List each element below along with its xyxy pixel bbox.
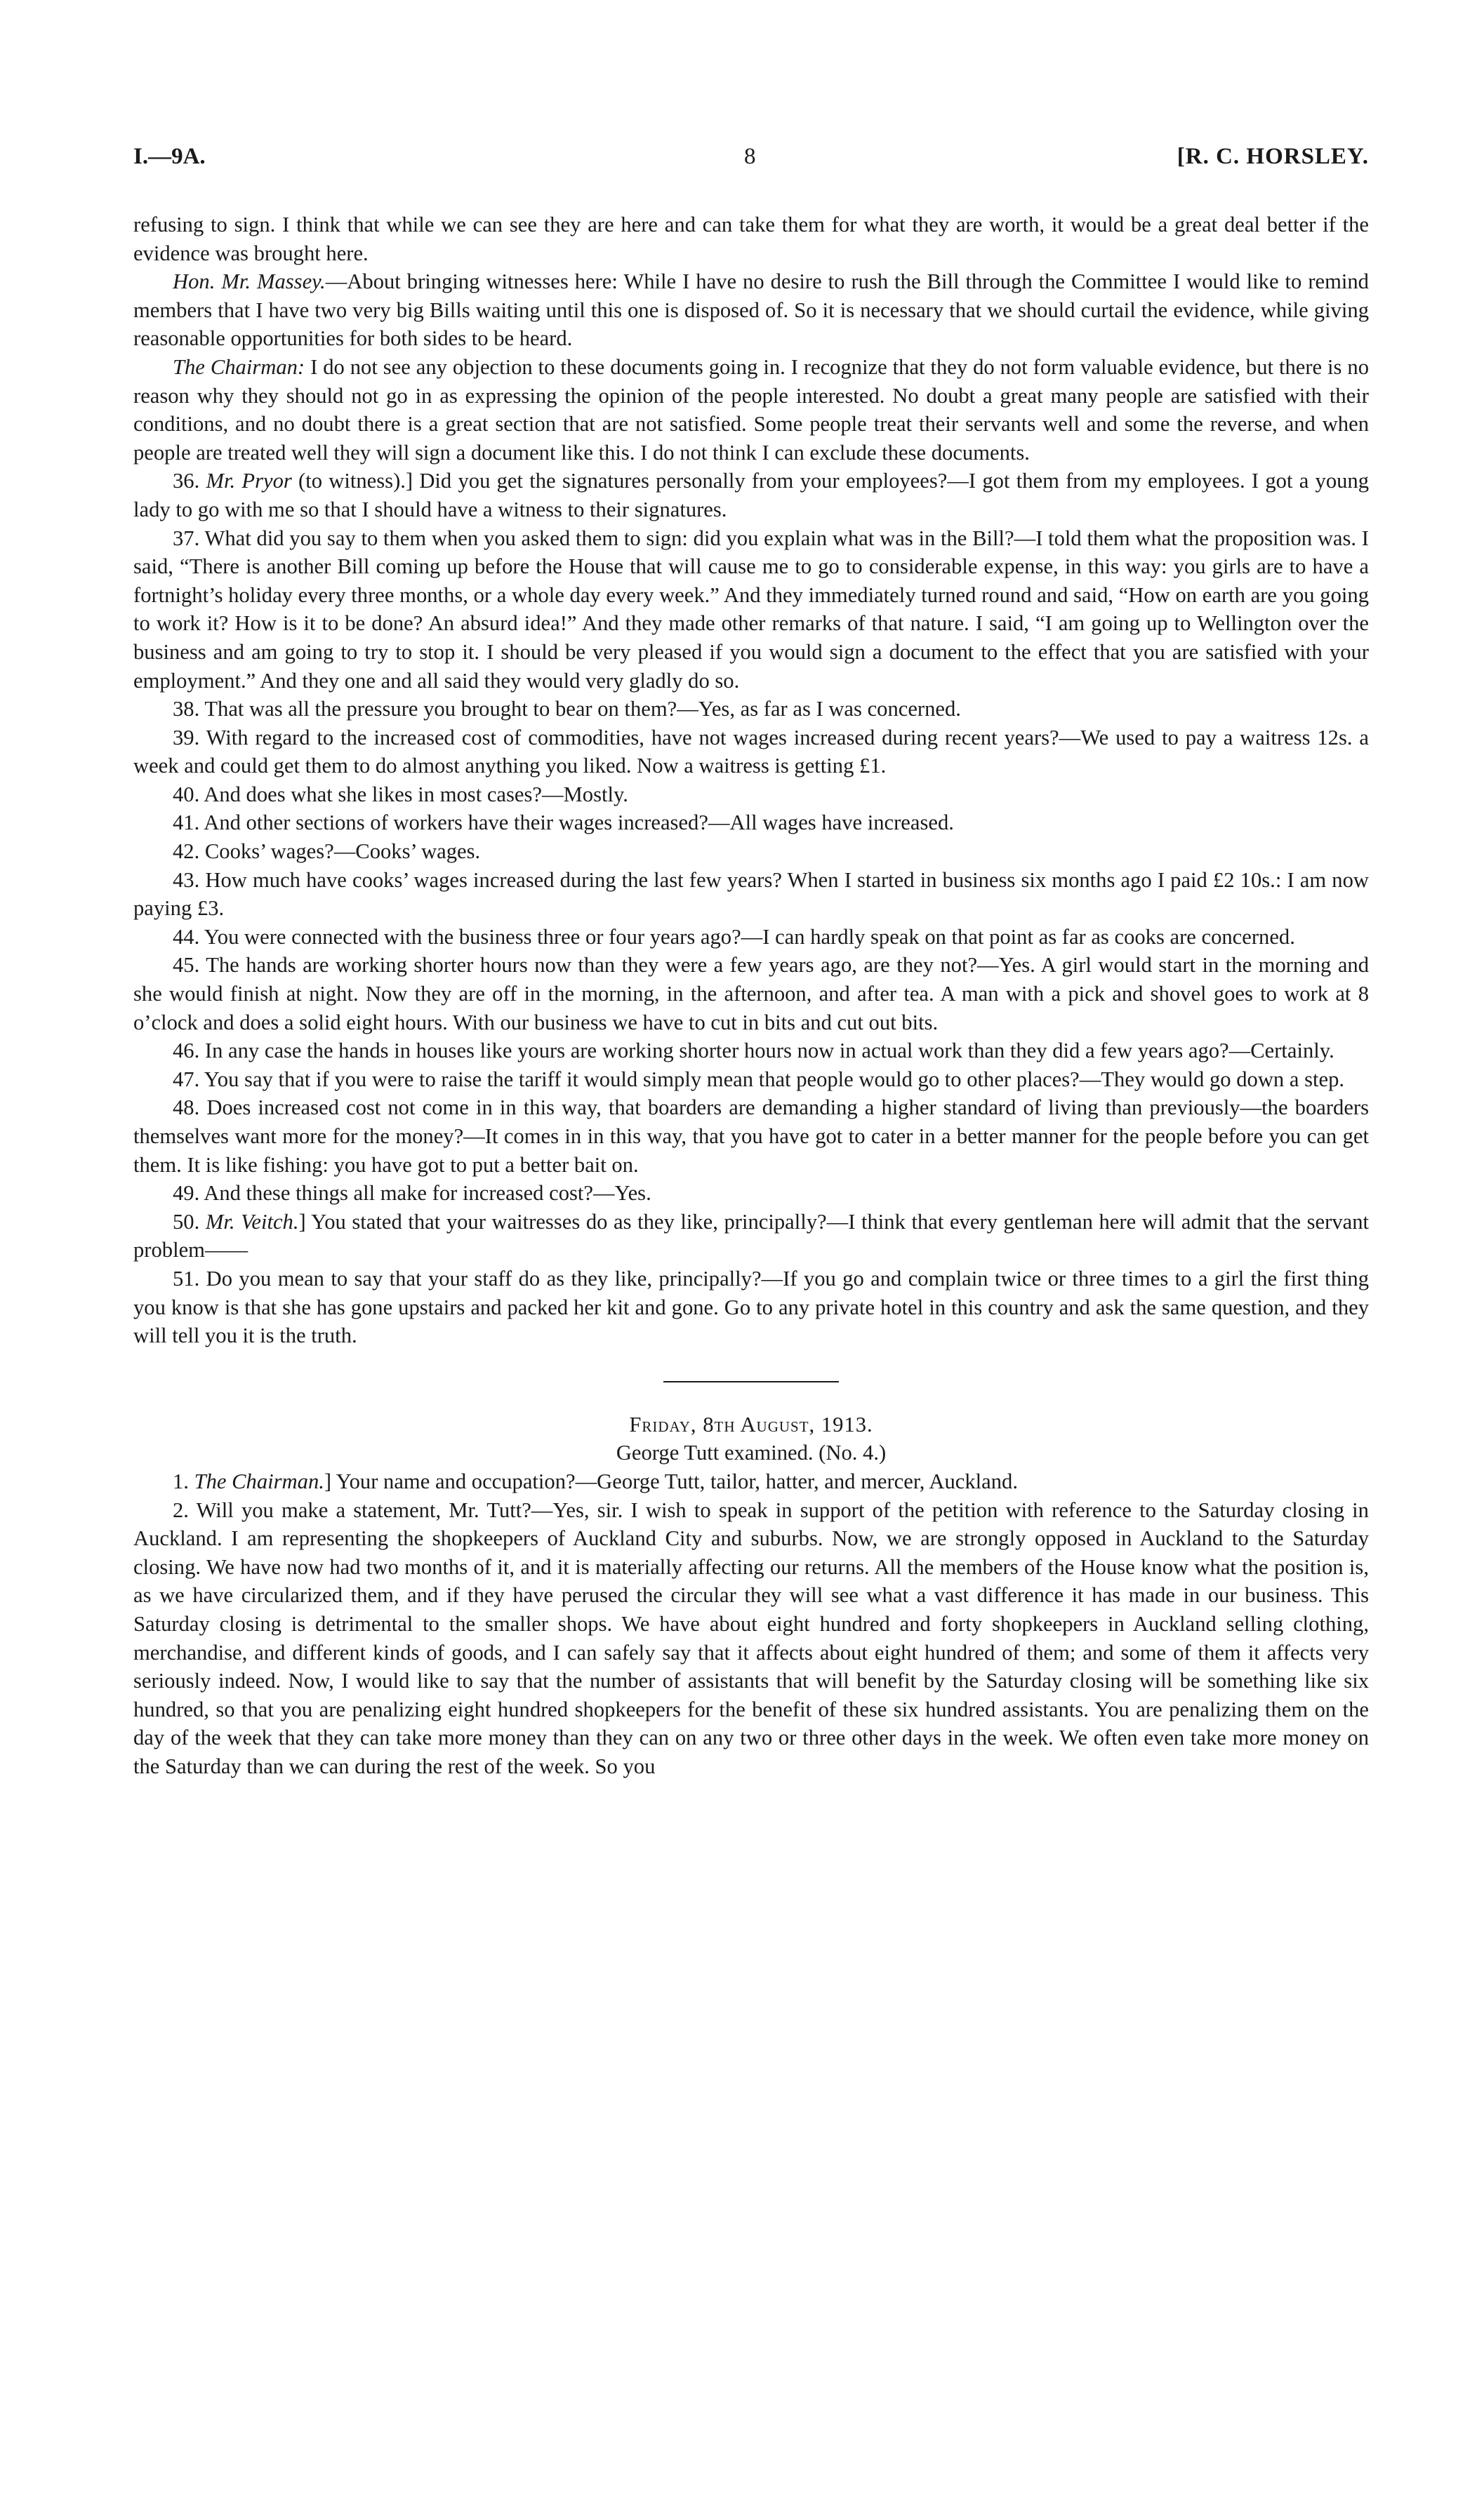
paragraph-text: And these things all make for increased cost?—Yes. <box>204 1181 651 1206</box>
testimony-paragraph <box>133 1467 1369 1496</box>
testimony-paragraph <box>133 1093 1369 1179</box>
paragraph-text: With regard to the increased cost of commodities, have not wages increased during recent years?—We used to pay a waitress 12s. a week and could get them to do almost anything you liked. Now a waitress is getting £1. <box>133 725 1369 778</box>
paragraph-text: You say that if you were to raise the tariff it would simply mean that people would go to other places?—They would go down a step. <box>204 1067 1345 1091</box>
question-number: 37. <box>173 526 200 550</box>
paragraph-text: What did you say to them when you asked them to sign: did you explain what was in the Bill?—I told them what the proposition was. I said, “There is another Bill coming up before the House that will cause me to go to considerable expense, in this way: you girls are to have a fortnight’s holiday every three months, or a whole day every week.” And they immediately turned round and said, “How on earth are you going to work it? How is it to be done? An absurd idea!” And they made other remarks of that nature. I said, “I am going up to Wellington over the business and am going to try to stop it. I should be very pleased if you would sign a document to the effect that you are satisfied with your employment.” And they one and all said they would very gladly do so. <box>133 526 1369 693</box>
testimony-paragraph <box>133 1065 1369 1094</box>
paragraph-text: The hands are working shorter hours now than they were a few years ago, are they not?—Yes. A girl would start in the morning and she would finish at night. Now they are off in the morning, in the afternoon, and after tea. A man with a pick and shovel goes to work at 8 o’clock and does a solid eight hours. With our business we have to cut in bits and cut out bits. <box>133 953 1369 1034</box>
testimony-paragraph <box>133 808 1369 837</box>
question-number: 46. <box>173 1039 200 1063</box>
page-header <box>133 144 1369 179</box>
testimony-paragraph <box>133 695 1369 724</box>
header-reference: I.—9A. <box>133 144 206 169</box>
question-number: 45. <box>173 953 200 978</box>
testimony-paragraph <box>133 1179 1369 1208</box>
page-body <box>133 211 1369 1780</box>
testimony-paragraph <box>133 923 1369 952</box>
question-number: 36. <box>173 469 200 493</box>
question-number: 42. <box>173 839 200 864</box>
paragraph-text: And does what she likes in most cases?—Mostly. <box>204 782 628 806</box>
witness-heading: George Tutt examined. (No. 4.) <box>616 1441 887 1465</box>
paragraph-text: refusing to sign. I think that while we can see they are here and can take them for what they are worth, it would be a great deal better if the evidence was brought here. <box>133 213 1369 265</box>
paragraph-text: (to witness).] Did you get the signatures personally from your employees?—I got them from my employees. I got a young lady to go with me so that I should have a witness to their signatures. <box>133 469 1370 521</box>
question-number: 47. <box>173 1067 200 1091</box>
question-number: 41. <box>173 811 200 835</box>
paragraph-text: —About bringing witnesses here: While I have no desire to rush the Bill through the Committee I would like to remind members that I have two very big Bills waiting until this one is disposed of. So it is necessary that we should curtail the evidence, while giving reasonable opportunities for both sides to be heard. <box>133 269 1369 351</box>
testimony-paragraph <box>133 837 1369 866</box>
question-number: 44. <box>173 924 200 949</box>
paragraph-text: How much have cooks’ wages increased during the last few years? When I started in business six months ago I paid £2 10s.: I am now paying £3. <box>133 867 1369 921</box>
testimony-paragraph <box>133 724 1369 780</box>
testimony-paragraph <box>133 211 1369 267</box>
section-divider <box>663 1381 839 1382</box>
evidence-section-tutt <box>133 1467 1369 1781</box>
paragraph-text: In any case the hands in houses like yours are working shorter hours now in actual work than they did a few years ago?—Certainly. <box>204 1039 1334 1063</box>
testimony-paragraph <box>133 267 1369 353</box>
question-number: 50. <box>173 1209 200 1234</box>
speaker-name: The Chairman. <box>194 1469 324 1493</box>
testimony-paragraph <box>133 866 1369 923</box>
testimony-paragraph <box>133 1496 1369 1781</box>
paragraph-text: ] Your name and occupation?—George Tutt, tailor, hatter, and mercer, Auckland. <box>324 1469 1019 1493</box>
testimony-paragraph <box>133 1265 1369 1350</box>
testimony-paragraph <box>133 780 1369 809</box>
question-number: 39. <box>173 725 200 749</box>
paragraph-text: ] You stated that your waitresses do as they like, principally?—I think that every gentleman here will admit that the servant problem—— <box>133 1209 1369 1262</box>
testimony-paragraph <box>133 1036 1369 1065</box>
paragraph-text: I do not see any objection to these documents going in. I recognize that they do not form valuable evidence, but there is no reason why they should not go in as expressing the opinion of the people interested. No doubt a great many people are satisfied with their conditions, and no doubt there is a great section that are not satisfied. Some people treat their servants well and some the reverse, and when people are treated well they will sign a document like this. I do not think I can exclude these documents. <box>133 354 1369 465</box>
page-number: 8 <box>744 144 756 169</box>
hearing-date: Friday, 8th August, 1913. <box>629 1412 873 1436</box>
paragraph-text: Will you make a statement, Mr. Tutt?—Yes, sir. I wish to speak in support of the petition with reference to the Saturday closing in Auckland. I am representing the shopkeepers of Auckland City and suburbs. Now, we are strongly opposed in Auckland to the Saturday closing. We have now had two months of it, and it is materially affecting our returns. All the members of the House know what the position is, as we have circularized them, and if they have perused the circular they will see what a vast difference it has made in our business. This Saturday closing is detrimental to the smaller shops. We have about eight hundred and forty shopkeepers in Auckland selling clothing, merchandise, and different kinds of goods, and I can safely say that it affects about eight hundred of them; and some of them it affects very seriously indeed. Now, I would like to say that the number of assistants that will benefit by the Saturday closing will be something like six hundred, so that you are penalizing eight hundred shopkeepers for the benefit of these six hundred assistants. You are penalizing them on the day of the week that they can take more money than they can on any two or three other days in the week. We often even take more money on the Saturday than we can during the rest of the week. So you <box>133 1498 1369 1778</box>
paragraph-text: Do you mean to say that your staff do as they like, principally?—If you go and complain twice or three times to a girl the first thing you know is that she has gone upstairs and packed her kit and gone. Go to any private hotel in this country and ask the same question, and they will tell you it is the truth. <box>133 1266 1369 1348</box>
paragraph-text: And other sections of workers have their wages increased?—All wages have increased. <box>204 811 954 835</box>
testimony-paragraph <box>133 467 1369 524</box>
speaker-name: Mr. Pryor <box>206 469 292 493</box>
header-witness: [R. C. HORSLEY. <box>1177 144 1369 169</box>
question-number: 1. <box>173 1469 189 1493</box>
question-number: 2. <box>173 1498 189 1522</box>
speaker-name: Hon. Mr. Massey. <box>173 269 326 294</box>
paragraph-text: You were connected with the business three or four years ago?—I can hardly speak on that point as far as cooks are concerned. <box>204 924 1295 949</box>
question-number: 40. <box>173 782 200 806</box>
paragraph-text: Does increased cost not come in in this way, that boarders are demanding a higher standard of living than previously—the boarders themselves want more for the money?—It comes in in this way, that you have got to cater in a better manner for the people before you can get them. It is like fishing: you have got to put a better bait on. <box>133 1095 1369 1177</box>
question-number: 38. <box>173 697 200 721</box>
testimony-paragraph <box>133 524 1369 695</box>
question-number: 51. <box>173 1266 200 1291</box>
evidence-section-horsley <box>133 211 1369 1350</box>
testimony-paragraph <box>133 353 1369 467</box>
speaker-name: The Chairman: <box>173 354 305 379</box>
paragraph-text: That was all the pressure you brought to bear on them?—Yes, as far as I was concerned. <box>204 697 961 721</box>
question-number: 49. <box>173 1181 200 1206</box>
speaker-name: Mr. Veitch. <box>205 1209 299 1234</box>
question-number: 43. <box>173 867 200 892</box>
testimony-paragraph <box>133 1208 1369 1265</box>
paragraph-text: Cooks’ wages?—Cooks’ wages. <box>204 839 481 864</box>
question-number: 48. <box>173 1095 200 1120</box>
testimony-paragraph <box>133 951 1369 1036</box>
